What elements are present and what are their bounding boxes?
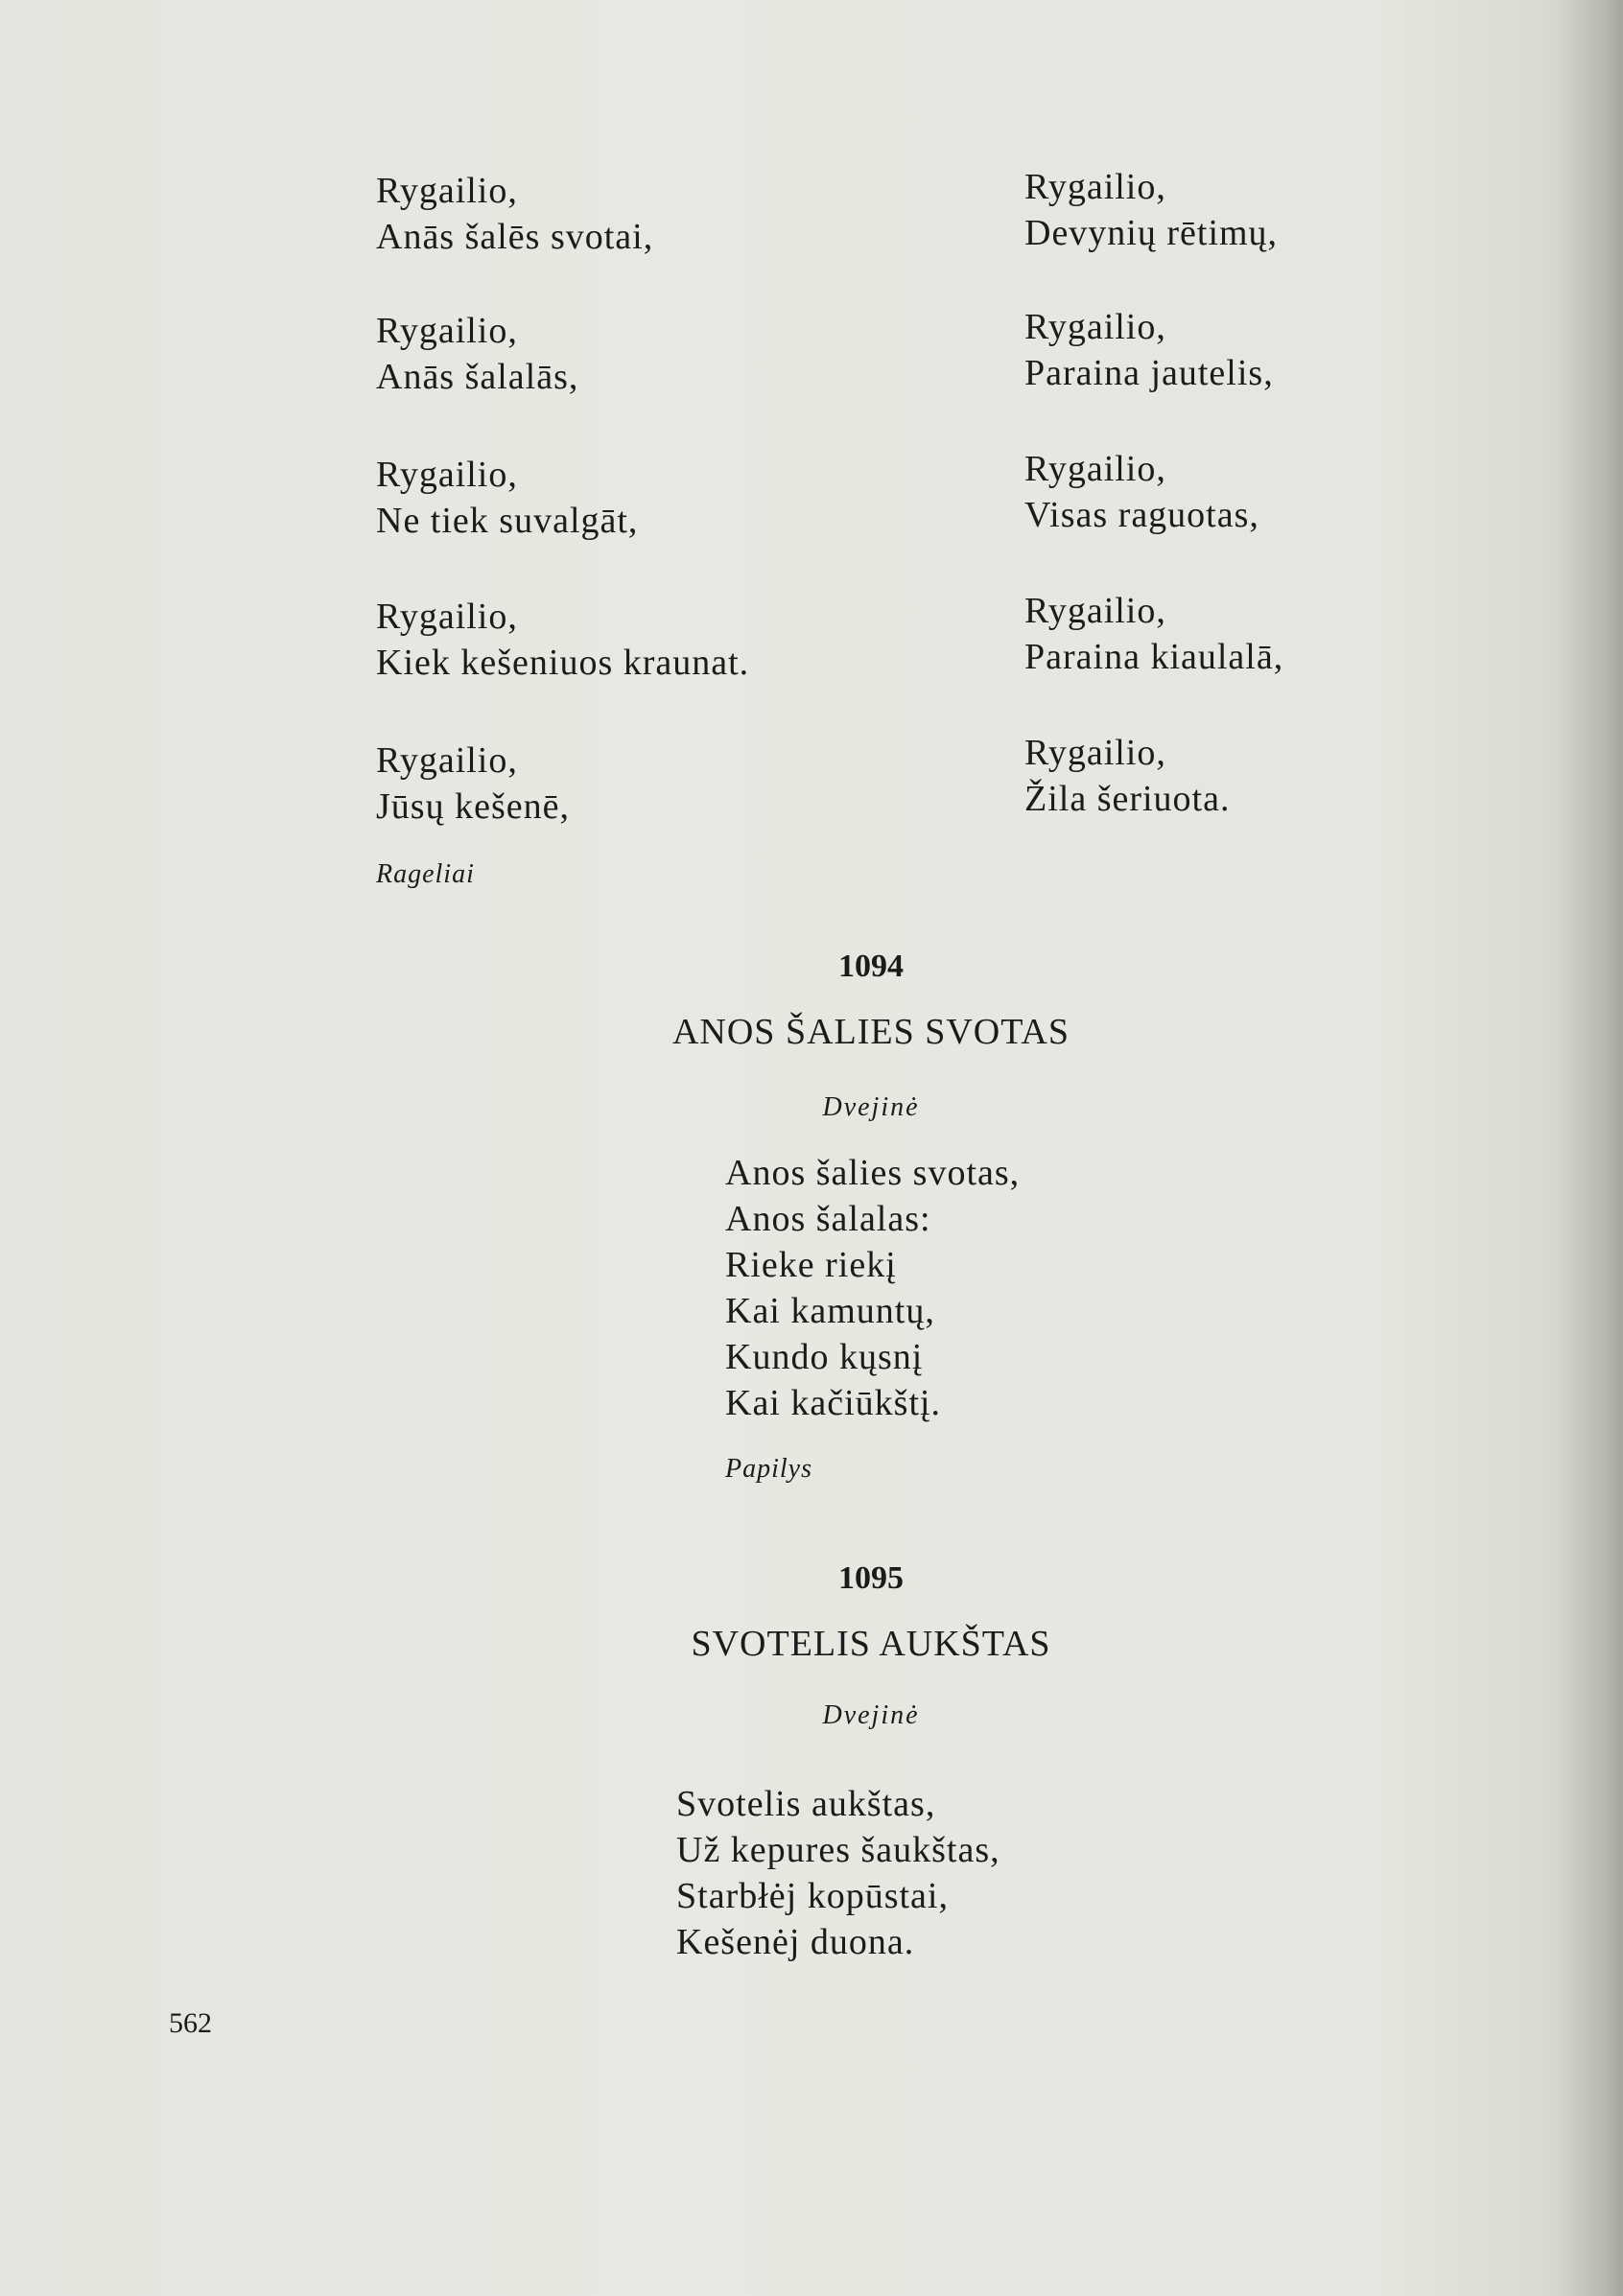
verse-line: Kešenėj duona. [676, 1922, 915, 1962]
song-number: 1094 [838, 949, 904, 984]
verse-line: Starbłėj kopūstai, [676, 1876, 949, 1916]
verse-line: Žila šeriuota. [1024, 779, 1231, 819]
place-of-recording: Rageliai [376, 859, 475, 889]
verse-line: Rygailio, [376, 311, 518, 351]
verse-line: Rygailio, [376, 740, 518, 781]
verse-line: Anos šalies svotas, [725, 1153, 1021, 1193]
verse-line: Rieke riekį [725, 1245, 897, 1285]
song-number: 1095 [838, 1560, 904, 1596]
verse-line: Už kepures šaukštas, [676, 1830, 1000, 1870]
verse-line: Jūsų kešenē, [376, 786, 570, 827]
verse-line: Anās šalalās, [376, 357, 579, 397]
verse-line: Rygailio, [1024, 733, 1166, 773]
verse-line: Svotelis aukštas, [676, 1784, 936, 1824]
verse-line: Rygailio, [376, 455, 518, 495]
verse-line: Paraina jautelis, [1024, 353, 1274, 393]
page-gutter-shadow [1556, 0, 1623, 2296]
place-of-recording: Papilys [725, 1454, 812, 1484]
verse-line: Rygailio, [1024, 591, 1166, 631]
verse-line: Ne tiek suvalgāt, [376, 501, 639, 541]
song-title: SVOTELIS AUKŠTAS [691, 1624, 1051, 1664]
verse-line: Anos šalalas: [725, 1199, 931, 1239]
verse-line: Visas raguotas, [1024, 495, 1259, 535]
verse-line: Rygailio, [1024, 167, 1166, 207]
page-number: 562 [169, 2007, 212, 2039]
verse-line: Anās šalēs svotai, [376, 217, 654, 257]
verse-line: Rygailio, [376, 171, 518, 211]
song-subtitle: Dvejinė [822, 1092, 920, 1122]
verse-line: Paraina kiaulalā, [1024, 637, 1284, 677]
verse-line: Devynių rētimų, [1024, 213, 1279, 253]
verse-line: Kai kamuntų, [725, 1291, 935, 1331]
song-title: ANOS ŠALIES SVOTAS [671, 1012, 1070, 1052]
verse-line: Rygailio, [376, 597, 518, 637]
verse-line: Kiek kešeniuos kraunat. [376, 643, 750, 683]
verse-line: Rygailio, [1024, 307, 1166, 347]
verse-line: Rygailio, [1024, 449, 1166, 489]
song-subtitle: Dvejinė [822, 1700, 920, 1730]
verse-line: Kai kačiūkštį. [725, 1383, 942, 1423]
verse-line: Kundo kųsnį [725, 1337, 924, 1377]
